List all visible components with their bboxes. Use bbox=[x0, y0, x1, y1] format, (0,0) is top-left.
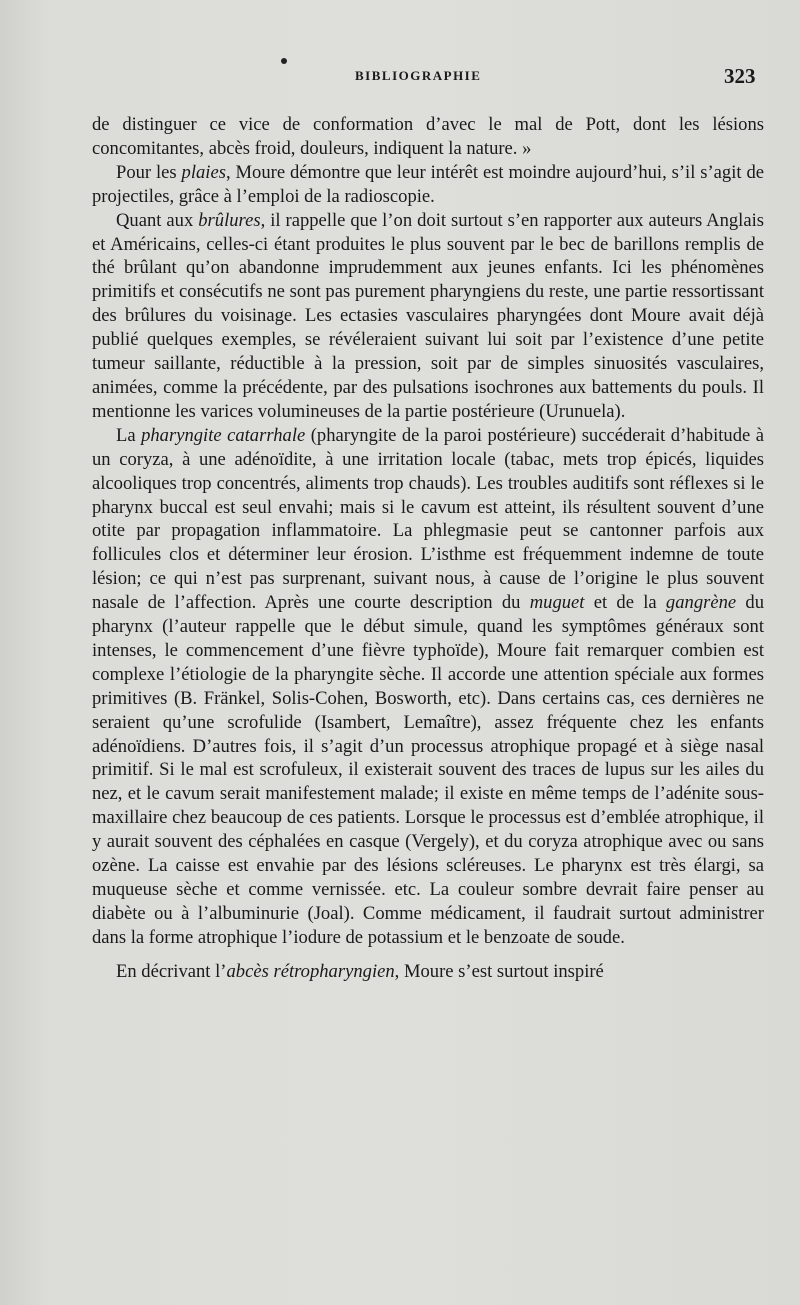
paragraph bbox=[92, 209, 764, 424]
paragraph bbox=[92, 960, 764, 984]
text-run: En décrivant l’ bbox=[116, 960, 227, 982]
text-run: , Moure s’est surtout inspiré bbox=[394, 960, 604, 982]
text-run: du pharynx (l’auteur rappelle que le début simule, quand les symptômes généraux sont intenses, le commencement d’une fièvre typhoïde), Moure fait remarquer combien est complexe l’étiologie de la pharyngite sèche. Il accorde une attention spéciale aux formes primitives (B. Fränkel, Solis-Cohen, Bosworth, etc). Dans certains cas, ces dernières ne seraient qu’une scrofulide (Isambert, Lemaître), assez fréquente chez les enfants adénoïdiens. D’autres fois, il s’agit d’un processus atrophique propagé et à siège nasal primitif. Si le mal est scrofuleux, il existerait souvent des traces de lupus sur les ailes du nez, et le cavum serait manifestement malade; il existe en même temps de l’adénite sous-maxillaire chez beaucoup de ces patients. Lorsque le processus est d’emblée atrophique, il y aurait souvent des céphalées en casque (Vergely), et du coryza atrophique avec ou sans ozène. La caisse est envahie par des lésions scléreuses. Le pharynx est très élargi, sa muqueuse sèche et comme vernissée. etc. La couleur sombre devrait faire penser au diabète ou à l’albuminurie (Joal). Comme médicament, il faudrait surtout administrer dans la forme atrophique l’iodure de potassium et le benzoate de soude. bbox=[92, 592, 765, 948]
text-run: de distinguer ce vice de conformation d’avec le mal de Pott, dont les lésions concomitantes, abcès froid, douleurs, indiquent la nature. » bbox=[92, 114, 764, 159]
text-run: (pharyngite de la paroi postérieure) succéderait d’habitude à un coryza, à une adénoïdite, à une irritation locale (tabac, mets trop épicés, liquides alcooliques trop concentrés, aliments trop chauds). Les troubles auditifs sont réflexes si le pharynx buccal est seul envahi; mais si le cavum est atteint, ils résultent souvent d’une otite par propagation inflammatoire. La phlegmasie peut se cantonner parfois aux follicules clos et déterminer leur érosion. L’isthme est fréquemment indemne de toute lésion; ce qui n’est pas surprenant, suivant nous, à cause de l’origine le plus souvent nasale de l’affection. Après une courte description du bbox=[92, 424, 764, 614]
italic-term: plaies bbox=[181, 161, 226, 183]
text-run: , il rappelle que l’on doit surtout s’en rapporter aux auteurs Anglais et Américains, celles-ci étant produites le plus souvent par le bec de barillons remplis de thé brûlant qu’on abandonne imprudemment aux jeunes enfants. Ici les phénomènes primitifs et consécutifs ne sont pas purement pharyngiens du reste, une partie ressortissant des brûlures du voisinage. Les ectasies vasculaires pharyngées dont Moure avait déjà publié quelques exemples, se révéleraient suivant lui soit par l’existence d’une petite tumeur saillante, réductible à la pression, soit par de simples sinuosités vasculaires, animées, comme la précédente, par des pulsations isochrones aux battements du pouls. Il mentionne les varices volumineuses de la partie postérieure (Urunuela). bbox=[92, 209, 764, 422]
text-run: , Moure démontre que leur intérêt est moindre aujourd’hui, s’il s’agit de projectiles, grâce à l’emploi de la radioscopie. bbox=[92, 161, 764, 207]
text-run: La bbox=[116, 424, 142, 446]
italic-term: gangrène bbox=[665, 592, 737, 614]
text-run: Pour les bbox=[116, 161, 182, 183]
italic-term: pharyngite catarrhale bbox=[141, 424, 306, 446]
paragraph bbox=[92, 113, 764, 161]
running-head: BIBLIOGRAPHIE bbox=[355, 68, 482, 83]
italic-term: brûlures bbox=[198, 209, 261, 231]
paragraph bbox=[92, 424, 764, 950]
paragraph bbox=[92, 161, 764, 209]
ink-speck bbox=[281, 58, 287, 64]
body-text bbox=[92, 113, 764, 984]
italic-term: muguet bbox=[529, 592, 585, 614]
text-run: Quant aux bbox=[116, 209, 199, 231]
page-header bbox=[0, 66, 800, 90]
page-number: 323 bbox=[724, 64, 756, 88]
italic-term: abcès rétropharyngien bbox=[226, 960, 395, 982]
text-run: et de la bbox=[584, 592, 666, 614]
